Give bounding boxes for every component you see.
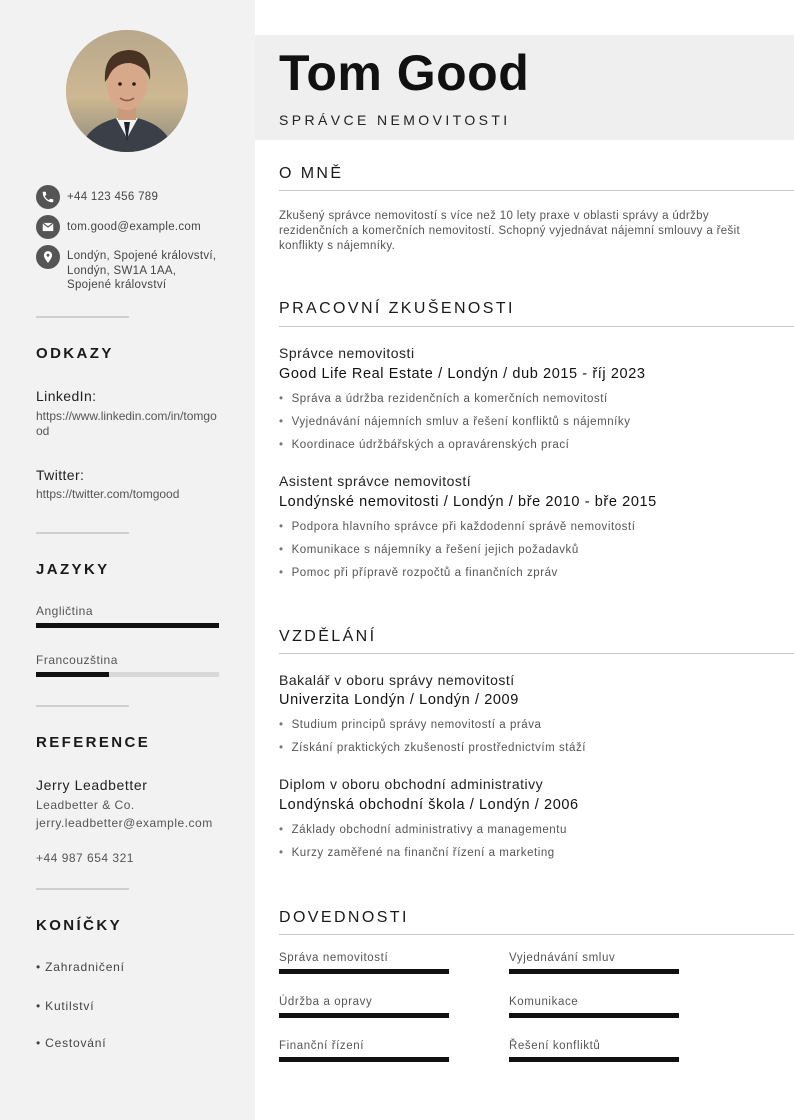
hobby-label: Zahradničení: [45, 960, 125, 974]
skill-item: [279, 996, 449, 1018]
contact-address: [36, 245, 217, 293]
skill-level-fill: [509, 1057, 679, 1062]
education-bullet: • Získání praktických zkušeností prostřednictvím stáží: [279, 742, 586, 754]
reference-email[interactable]: jerry.leadbetter@example.com: [36, 816, 213, 830]
hobby-item: • Kutilství: [36, 999, 95, 1013]
languages-heading: JAZYKY: [36, 561, 110, 578]
hobbies-heading: KONÍČKY: [36, 917, 122, 934]
skill-name: Řešení konfliktů: [509, 1040, 601, 1052]
linkedin-label: LinkedIn:: [36, 388, 97, 404]
hobby-item: • Cestování: [36, 1036, 107, 1050]
skill-level-fill: [279, 969, 449, 974]
job-bullet: • Komunikace s nájemníky a řešení jejich požadavků: [279, 544, 579, 556]
skill-level-bar: [509, 1057, 679, 1062]
hobby-label: Kutilství: [45, 999, 95, 1013]
twitter-link[interactable]: https://twitter.com/tomgood: [36, 487, 180, 501]
skill-item: [509, 1040, 679, 1062]
education-subtitle: Londýnská obchodní škola / Londýn / 2006: [279, 797, 579, 813]
job-bullet: • Podpora hlavního správce při každodenní správě nemovitostí: [279, 521, 635, 533]
linkedin-link[interactable]: https://www.linkedin.com/in/tomgood: [36, 409, 217, 438]
job-title: Asistent správce nemovitostí: [279, 473, 472, 489]
reference-phone: +44 987 654 321: [36, 851, 134, 865]
person-role: SPRÁVCE NEMOVITOSTI: [279, 112, 511, 128]
education-subtitle: Univerzita Londýn / Londýn / 2009: [279, 692, 519, 708]
address-text: Londýn, Spojené království, Londýn, SW1A 1AA, Spojené království: [67, 250, 217, 291]
skill-level-bar: [279, 969, 449, 974]
job-bullet: • Pomoc při přípravě rozpočtů a finančních zpráv: [279, 567, 558, 579]
education-heading: VZDĚLÁNÍ: [279, 628, 377, 645]
section-rule: [279, 326, 794, 327]
education-bullet: • Základy obchodní administrativy a managementu: [279, 824, 567, 836]
skill-level-bar: [279, 1057, 449, 1062]
skill-level-bar: [279, 1013, 449, 1018]
language-level-fill: [36, 623, 219, 628]
education-bullet: • Kurzy zaměřené na finanční řízení a marketing: [279, 847, 555, 859]
skill-name: Údržba a opravy: [279, 996, 373, 1008]
language-level-bar: [36, 672, 219, 677]
skill-level-fill: [509, 1013, 679, 1018]
language-name: Angličtina: [36, 604, 94, 618]
education-title: Bakalář v oboru správy nemovitostí: [279, 672, 515, 688]
job-bullet: • Koordinace údržbářských a opravárenských prací: [279, 439, 569, 451]
skill-name: Vyjednávání smluv: [509, 952, 616, 964]
email-icon: [36, 215, 60, 239]
section-rule: [279, 653, 794, 654]
education-title: Diplom v oboru obchodní administrativy: [279, 776, 544, 792]
skill-level-fill: [509, 969, 679, 974]
skill-level-fill: [279, 1013, 449, 1018]
email-text: tom.good@example.com: [67, 221, 202, 233]
skill-item: [279, 1040, 449, 1062]
job-subtitle: Good Life Real Estate / Londýn / dub 2015 - říj 2023: [279, 366, 646, 382]
skills-heading: DOVEDNOSTI: [279, 909, 409, 926]
education-bullet: • Studium principů správy nemovitostí a práva: [279, 719, 542, 731]
skill-level-fill: [279, 1057, 449, 1062]
twitter-label: Twitter:: [36, 467, 85, 483]
divider: [36, 705, 129, 707]
job-bullet: • Správa a údržba rezidenčních a komerčních nemovitostí: [279, 393, 608, 405]
contact-email: [36, 215, 201, 239]
skill-level-bar: [509, 969, 679, 974]
reference-name: Jerry Leadbetter: [36, 777, 148, 793]
section-rule: [279, 934, 794, 935]
language-level-bar: [36, 623, 219, 628]
skill-item: [509, 996, 679, 1018]
hobby-item: • Zahradničení: [36, 960, 125, 974]
main-content: [255, 0, 794, 1120]
section-rule: [279, 190, 794, 191]
person-name: Tom Good: [279, 45, 530, 101]
skill-name: Finanční řízení: [279, 1040, 365, 1052]
language-level-fill: [36, 672, 109, 677]
hobby-label: Cestování: [45, 1036, 107, 1050]
job-bullet: • Vyjednávání nájemních smluv a řešení konfliktů s nájemníky: [279, 416, 631, 428]
experience-heading: PRACOVNÍ ZKUŠENOSTI: [279, 300, 515, 317]
skill-item: [279, 952, 449, 974]
location-pin-icon: [36, 245, 60, 269]
skill-level-bar: [509, 1013, 679, 1018]
skill-name: Komunikace: [509, 996, 579, 1008]
reference-company: Leadbetter & Co.: [36, 798, 135, 812]
reference-heading: REFERENCE: [36, 734, 151, 751]
phone-text: +44 123 456 789: [67, 191, 159, 203]
contact-phone: [36, 185, 158, 209]
divider: [36, 316, 129, 318]
sidebar: [0, 0, 255, 1120]
profile-photo: [66, 30, 188, 152]
divider: [36, 532, 129, 534]
job-title: Správce nemovitosti: [279, 345, 415, 361]
about-heading: O MNĚ: [279, 165, 344, 182]
about-text: Zkušený správce nemovitostí s více než 10 lety praxe v oblasti správy a údržby rezidenčních a komerčních nemovitostí. Schopný vyjednávat nájemní smlouvy a řešit konflikty s nájemníky.: [279, 210, 741, 252]
divider: [36, 888, 129, 890]
language-name: Francouzština: [36, 653, 118, 667]
job-subtitle: Londýnské nemovitosti / Londýn / bře 2010 - bře 2015: [279, 494, 657, 510]
links-heading: ODKAZY: [36, 345, 114, 362]
phone-icon: [36, 185, 60, 209]
skill-name: Správa nemovitostí: [279, 952, 389, 964]
skill-item: [509, 952, 679, 974]
